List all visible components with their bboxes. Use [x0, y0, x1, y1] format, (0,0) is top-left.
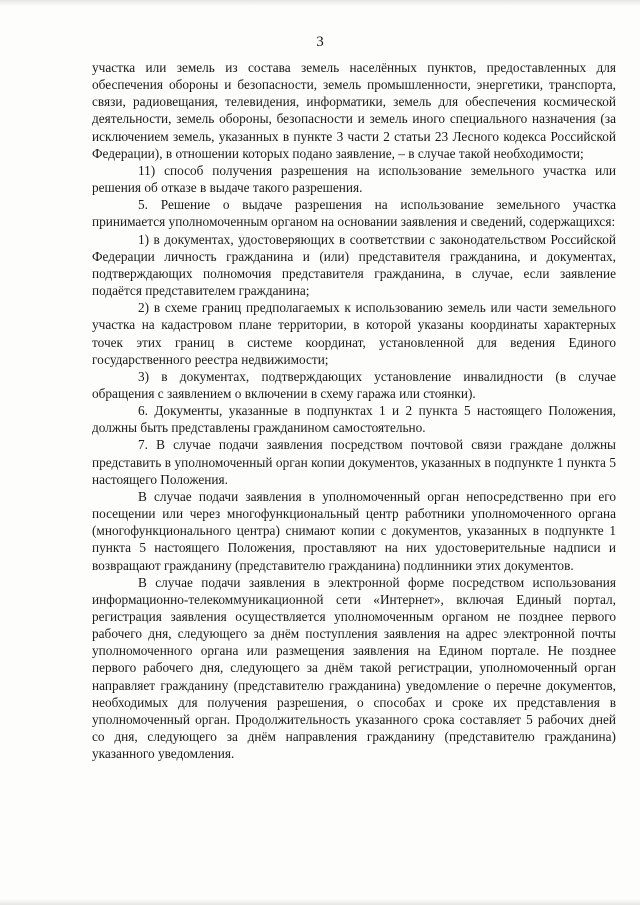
scan-edge-bottom [0, 899, 640, 905]
section-7-paragraph-2: В случае подачи заявления в уполномоченный орган непосредственно при его посещении или через многофункциональный центр работники уполномоченного органа (многофункционального центра) снимают копии с документов, указанных в подпункте 1 пункта 5 настоящего Положения, проставляют на них удостоверительные надписи и возвращают гражданину (представителю гражданина) подлинники этих документов. [92, 488, 616, 573]
section-5-item-1: 1) в документах, удостоверяющих в соответствии с законодательством Российской Федерации личность гражданина и (или) представителя гражданина, и документах, подтверждающих полномочия представителя гражданина, в случае, если заявление подаётся представителем гражданина; [92, 231, 616, 299]
document-body [92, 59, 616, 762]
page-number: 3 [316, 34, 324, 50]
section-5-item-3: 3) в документах, подтверждающих установление инвалидности (в случае обращения с заявлением о включении в схему гаража или стоянки). [92, 368, 616, 401]
scan-edge-top [0, 0, 640, 6]
section-5: 5. Решение о выдаче разрешения на использование земельного участка принимается уполномоченным органом на основании заявления и сведений, содержащихся: [92, 197, 616, 230]
section-7-paragraph-3: В случае подачи заявления в электронной форме посредством использования информационно-телекоммуникационной сети «Интернет», включая Единый портал, регистрация заявления осуществляется уполномоченным органом не позднее первого рабочего дня, следующего за днём поступления заявления на адрес электронной почты уполномоченного органа или размещения заявления на Едином портале. Не позднее первого рабочего дня, следующего за днём такой регистрации, уполномоченный орган направляет гражданину (представителю гражданина) уведомление о перечне документов, необходимых для получения разрешения, о способах и сроке их представления в уполномоченный орган. Продолжительность указанного срока составляет 5 рабочих дней со дня, следующего за днём направления гражданину (представителю гражданина) указанного уведомления. [92, 574, 616, 762]
paragraph-continuation: участка или земель из состава земель населённых пунктов, предоставленных для обеспечения обороны и безопасности, земель промышленности, энергетики, транспорта, связи, радиовещания, телевидения, информатики, земель для обеспечения космической деятельности, земель обороны, безопасности и земель иного специального назначения (за исключением земель, указанных в пункте 3 части 2 статьи 23 Лесного кодекса Российской Федерации), в отношении которых подано заявление, – в случае такой необходимости; [92, 60, 616, 161]
section-6: 6. Документы, указанные в подпунктах 1 и 2 пункта 5 настоящего Положения, должны быть представлены гражданином самостоятельно. [92, 403, 616, 436]
section-7: 7. В случае подачи заявления посредством почтовой связи граждане должны представить в уполномоченный орган копии документов, указанных в подпункте 1 пункта 5 настоящего Положения. [92, 437, 616, 487]
section-5-item-2: 2) в схеме границ предполагаемых к использованию земель или части земельного участка на кадастровом плане территории, в которой указаны координаты характерных точек этих границ в системе координат, установленной для ведения Единого государственного реестра недвижимости; [92, 300, 616, 367]
list-item-11: 11) способ получения разрешения на использование земельного участка или решения об отказе в выдаче такого разрешения. [92, 162, 616, 196]
